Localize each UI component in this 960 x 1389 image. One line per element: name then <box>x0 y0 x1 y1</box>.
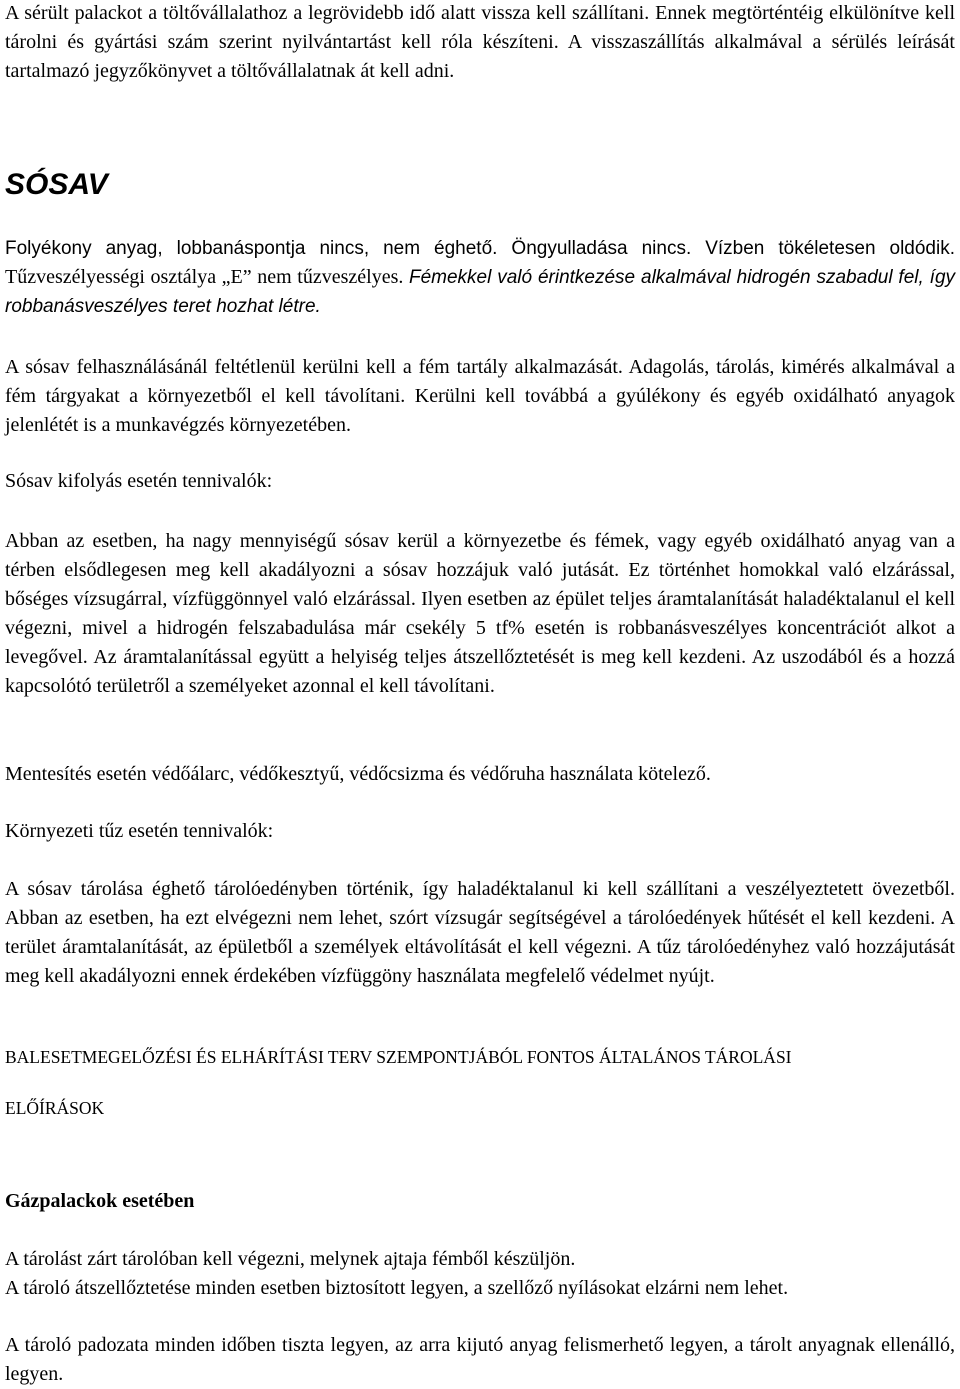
chemical-heading: SÓSAV <box>5 168 108 201</box>
gas-rule-1: A tárolást zárt tárolóban kell végezni, melynek ajtaja fémből készüljön. <box>5 1248 576 1270</box>
properties-text: Folyékony anyag, lobbanáspontja nincs, nem éghető. Öngyulladása nincs. Vízben tökéletesen oldódik. <box>5 238 955 259</box>
intro-paragraph: A sérült palackot a töltővállalathoz a legrövidebb idő alatt vissza kell szállítani. Ennek megtörténtéig elkülönítve kell tárolni és gyártási szám szerint nyilvántartást kell róla készíteni. A visszaszállítás alkalmával a sérülés leírását tartalmazó jegyzőkönyvet a töltővállalatnak át kell adni. <box>5 2 955 82</box>
fire-section-label: Környezeti tűz esetén tennivalók: <box>5 820 274 842</box>
regulations-heading-line1: BALESETMEGELŐZÉSI ÉS ELHÁRÍTÁSI TERV SZEMPONTJÁBÓL FONTOS ÁLTALÁNOS TÁROLÁSI <box>5 1047 792 1067</box>
gas-rule-3: A tároló padozata minden időben tiszta legyen, az arra kijutó anyag felismerhető legyen, a tárolt anyagnak ellenálló, legyen. <box>5 1334 955 1385</box>
gas-cylinders-heading: Gázpalackok esetében <box>5 1190 195 1212</box>
rescue-paragraph: Mentesítés esetén védőálarc, védőkesztyű, védőcsizma és védőruha használata kötelező. <box>5 763 711 785</box>
fire-paragraph: A sósav tárolása éghető tárolóedényben történik, így haladéktalanul ki kell szállítani a veszélyeztetett övezetből. Abban az esetben, ha ezt elvégezni nem lehet, szórt vízsugár segítségével a tárolóedények hűtését el kell kezdeni. A terület áramtalanítását, az épületből a személyek eltávolítását el kell végezni. A tűz tárolóedényhez való hozzájutását meg kell akadályozni ennek érdekében vízfüggöny használata megfelelő védelmet nyújt. <box>5 878 955 987</box>
leak-paragraph: Abban az esetben, ha nagy mennyiségű sósav kerül a környezetbe és fémek, vagy egyéb oxidálható anyag van a térben elsődlegesen meg kell akadályozni a sósav hozzájuk való jutását. Ez történhet homokkal való elzárással, bőséges vízsugárral, vízfüggönnyel való elzárással. Ilyen esetben az épület teljes áramtalanítását haladéktalanul el kell végezni, mivel a hidrogén felszabadulása már csekély 5 tf% esetén is robbanásveszélyes koncentrációt alkot a levegővel. Az áramtalanítással együtt a helyiség teljes átszellőztetését is meg kell kezdeni. Az uszodából és a hozzá kapcsolótó területről a személyeket azonnal el kell távolítani. <box>5 530 955 697</box>
regulations-heading-line2: ELŐÍRÁSOK <box>5 1098 105 1118</box>
gas-rule-2: A tároló átszellőztetése minden esetben biztosított legyen, a szellőző nyílásokat elzárni nem lehet. <box>5 1277 789 1299</box>
fire-class-text: Tűzveszélyességi osztálya „E” nem tűzveszélyes. <box>5 266 409 288</box>
properties-paragraph <box>5 234 955 321</box>
usage-paragraph: A sósav felhasználásánál feltétlenül kerülni kell a fém tartály alkalmazását. Adagolás, tárolás, kimérés alkalmával a fém tárgyakat a környezetből el kell távolítani. Kerülni kell továbbá a gyúlékony és egyéb oxidálható anyagok jelenlétét is a munkavégzés környezetében. <box>5 356 955 436</box>
metal-contact-warning: Fémekkel való érintkezése alkalmával hidrogén szabadul fel, így robbanásveszélyes teret hozhat létre. <box>5 267 956 317</box>
leak-section-label: Sósav kifolyás esetén tennivalók: <box>5 470 273 492</box>
